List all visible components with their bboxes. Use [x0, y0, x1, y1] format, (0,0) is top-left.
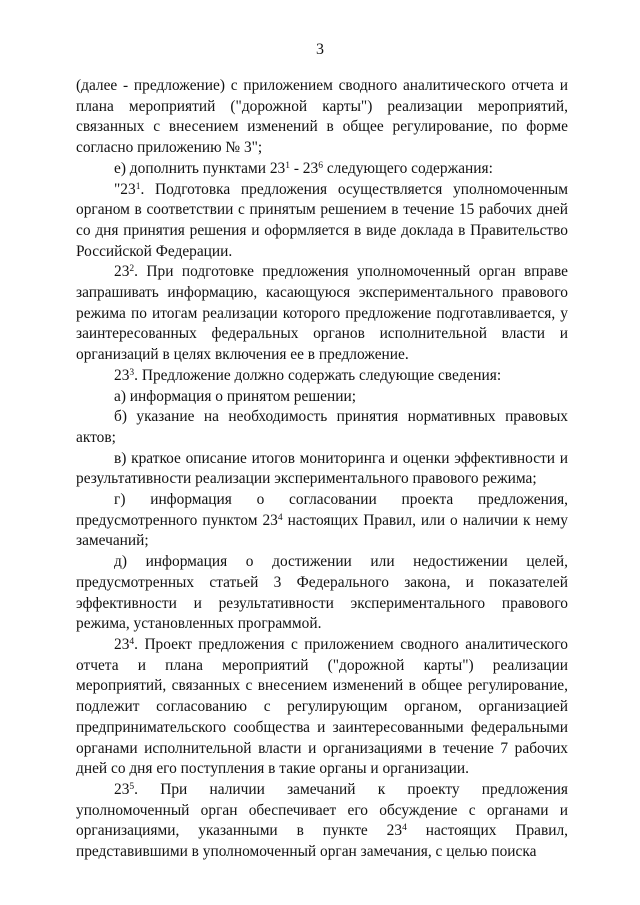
text-run: г) информация о согласовании проекта предложения, предусмотренного пунктом 23	[76, 491, 568, 529]
text-run: . При подготовке предложения уполномоченный орган вправе запрашивать информацию, касающуюся экспериментального правового режима по итогам реализации которого предложение подготавливается, у заинтересованных федеральных органов исполнительной власти и организаций в целях включения ее в предложение.	[76, 263, 568, 364]
text-run: . Предложение должно содержать следующие сведения:	[134, 366, 502, 384]
text-run: 23	[114, 780, 130, 798]
text-run: настоящих Правил, представившими в уполномоченный орган замечания, с целью поиска	[76, 822, 569, 861]
list-item-g	[76, 490, 568, 552]
text-run: б) указание на необходимость принятия нормативных правовых актов;	[76, 408, 568, 446]
superscript: 1	[285, 159, 290, 171]
document-body	[76, 76, 568, 863]
text-run: (далее - предложение) с приложением сводного аналитического отчета и плана мероприятий ("дорожной карты") реализации мероприятий, связанных с внесением изменений в общее регулирование, по форме согласно приложению № 3";	[76, 77, 568, 157]
text-run: д) информация о достижении или недостижении целей, предусмотренных статьей 3 Федерального закона, и показателей эффективности и результативности экспериментального правового режима, установленных программой.	[76, 553, 568, 633]
list-item-a	[76, 387, 568, 408]
text-run: е) дополнить пунктами 23	[114, 159, 286, 177]
list-item-d	[76, 552, 568, 635]
text-run: . При наличии замечаний к проекту предложения уполномоченный орган обеспечивает его обсуждение с органами и организациями, указанными в пункте 23	[76, 780, 568, 840]
superscript: 2	[129, 263, 135, 275]
superscript: 4	[402, 822, 407, 834]
text-run: 23	[114, 635, 130, 653]
paragraph-item-e	[76, 159, 568, 180]
text-run: . Проект предложения с приложением сводного аналитического отчета и плана мероприятий ("дорожной карты") реализации мероприятий, связанных с внесением изменений в общее регулирование, подлежит согласованию с регулирующим органом, организацией предпринимательского сообщества и заинтересованными федеральными органами исполнительной власти и организациями в течение 7 рабочих дней со дня его поступления в такие органы и организации.	[76, 635, 568, 778]
text-run: 23	[114, 263, 130, 281]
superscript: 3	[129, 366, 135, 378]
paragraph-23-1	[76, 180, 568, 263]
text-run: "23	[114, 180, 136, 198]
text-run: 23	[114, 366, 130, 384]
text-run: - 23	[289, 159, 319, 177]
superscript: 4	[129, 635, 135, 647]
text-run: . Подготовка предложения осуществляется уполномоченным органом в соответствии с принятым решением в течение 15 рабочих дней со дня принятия решения и оформляется в виде доклада в Правительство Российской Федерации.	[76, 180, 568, 260]
paragraph-continuation	[76, 76, 568, 159]
text-run: следующего содержания:	[322, 159, 493, 177]
text-run: настоящих Правил, или о наличии к нему замечаний;	[76, 511, 568, 550]
paragraph-23-3	[76, 366, 568, 387]
page-number: 3	[316, 41, 324, 58]
list-item-b	[76, 407, 568, 448]
paragraph-23-5	[76, 780, 568, 863]
superscript: 6	[318, 159, 323, 171]
superscript: 1	[135, 180, 141, 192]
superscript: 5	[129, 780, 135, 792]
text-run: а) информация о принятом решении;	[114, 387, 357, 405]
superscript: 4	[277, 511, 283, 523]
text-run: в) краткое описание итогов мониторинга и оценки эффективности и результативности реализации экспериментального правового режима;	[76, 449, 568, 488]
list-item-v	[76, 449, 568, 490]
paragraph-23-4	[76, 635, 568, 780]
paragraph-23-2	[76, 262, 568, 366]
